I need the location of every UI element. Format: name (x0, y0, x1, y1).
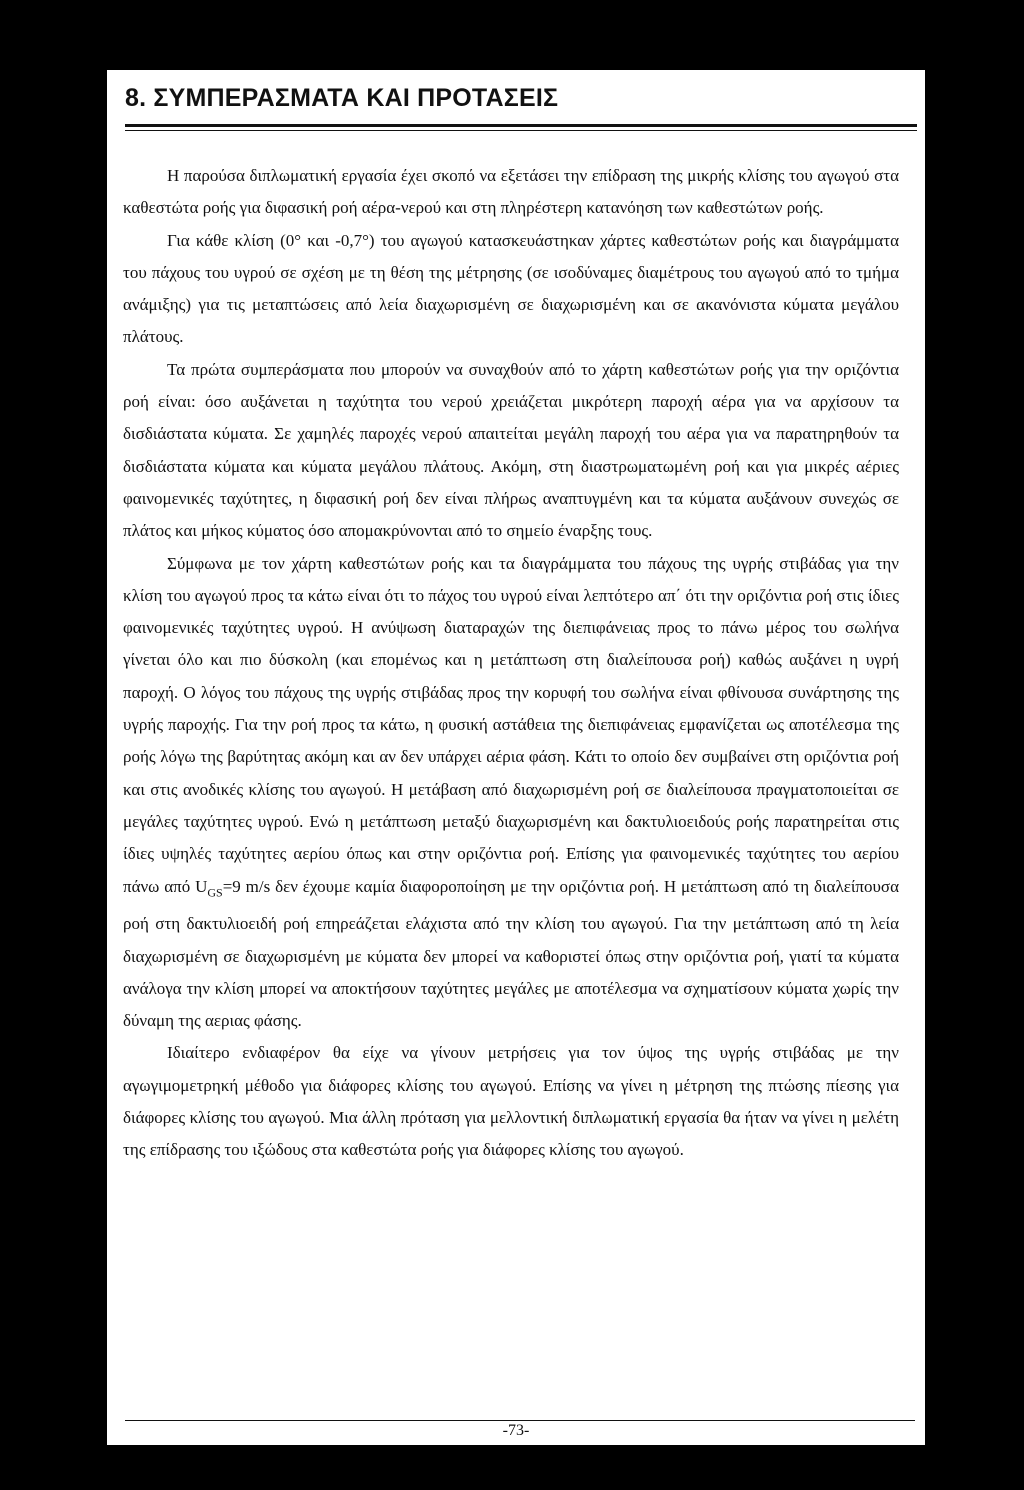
document-page (107, 70, 925, 1445)
footer-rule (125, 1420, 915, 1421)
paragraph-3: Τα πρώτα συμπεράσματα που μπορούν να συναχθούν από το χάρτη καθεστώτων ροής για την οριζόντια ροή είναι: όσο αυξάνεται η ταχύτητα του νερού χρειάζεται μικρότερη παροχή αέρα για να αρχίσουν τα δισδιάστατα κύματα. Σε χαμηλές παροχές νερού απαιτείται μεγάλη παροχή του αέρα για να παρατηρηθούν τα δισδιάστατα κύματα και κύματα μεγάλου πλάτους. Ακόμη, στη διαστρωματωμένη ροή και για μικρές αέριες φαινομενικές ταχύτητες, η διφασική ροή δεν είναι πλήρως αναπτυγμένη και τα κύματα αυξάνουν συνεχώς σε πλάτος και μήκος κύματος όσο απομακρύνονται από το σημείο έναρξης τους. (123, 359, 899, 541)
heading-rule-thin (125, 130, 917, 131)
heading-rule-thick (125, 124, 917, 127)
ugs-subscript: GS (207, 884, 223, 899)
paragraph-4 (123, 548, 899, 1038)
paragraph-4-continued: =9 m/s δεν έχουμε καμία διαφοροποίηση με την οριζόντια ροή. Η μετάπτωση από τη διαλείπουσα ροή στη δακτυλιοειδή ροή επηρεάζεται ελάχιστα από την κλίση του αγωγού. Για την μετάπτωση από τη λεία διαχωρισμένη σε διαχωρισμένη με κύματα δεν μπορεί να καθοριστεί όπως στην οριζόντια ροή, γιατί τα κύματα ανάλογα την κλίση μπορεί να αποκτήσουν ταχύτητες μεγάλες με αποτέλεσμα να σχηματίσουν κύματα χωρίς την δύναμη της αεριας φάσης. (123, 876, 899, 1031)
body-text (123, 160, 899, 1167)
page-number: -73- (502, 1422, 530, 1439)
section-heading: 8. ΣΥΜΠΕΡΑΣΜΑΤΑ ΚΑΙ ΠΡΟΤΑΣΕΙΣ (125, 84, 559, 112)
paragraph-2: Για κάθε κλίση (0° και -0,7°) του αγωγού κατασκευάστηκαν χάρτες καθεστώτων ροής και διαγράμματα του πάχους του υγρού σε σχέση με τη θέση της μέτρησης (σε ισοδύναμες διαμέτρους του αγωγού από το τμήμα ανάμιξης) για τις μεταπτώσεις από λεία διαχωρισμένη σε διαχωρισμένη και σε ακανόνιστα κύματα μεγάλου πλάτους. (123, 230, 899, 347)
paragraph-5: Ιδιαίτερο ενδιαφέρον θα είχε να γίνουν μετρήσεις για τον ύψος της υγρής στιβάδας με την αγωγιμομετρηκή μέθοδο για διάφορες κλίσης του αγωγού. Επίσης να γίνει η μέτρηση της πτώσης πίεσης για διάφορες κλίσης του αγωγού. Μια άλλη πρόταση για μελλοντική διπλωματική εργασία θα ήταν να γίνει η μελέτη της επίδρασης του ιξώδους στα καθεστώτα ροής για διάφορες κλίσης του αγωγού. (123, 1043, 899, 1160)
paragraph-4-text: Σύμφωνα με τον χάρτη καθεστώτων ροής και τα διαγράμματα του πάχους της υγρής στιβάδας για την κλίση του αγωγού προς τα κάτω είναι ότι το πάχος του υγρού είναι λεπτότερο απ΄ ότι την οριζόντια ροή στις ίδιες φαινομενικές ταχύτητες υγρού. Η ανύψωση διαταραχών της διεπιφάνειας προς το πάνω μέρος του σωλήνα γίνεται όλο και πιο δύσκολη (και επομένως και η μετάπτωση στη διαλείπουσα ροή) καθώς αυξάνει η υγρή παροχή. Ο λόγος του πάχους της υγρής στιβάδας προς την κορυφή του σωλήνα είναι φθίνουσα συνάρτησης της υγρής παροχής. Για την ροή προς τα κάτω, η φυσική αστάθεια της διεπιφάνειας εμφανίζεται ως αποτέλεσμα της ροής λόγω της βαρύτητας ακόμη και αν δεν υπάρχει αέρια φάση. Κάτι το οποίο δεν συμβαίνει στη οριζόντια ροή και στις ανοδικές κλίσης του αγωγού. Η μετάβαση από διαχωρισμένη ροή σε διαλείπουσα πραγματοποιείται σε μεγάλες ταχύτητες υγρού. Ενώ η μετάπτωση μεταξύ διαχωρισμένη και δακτυλιοειδούς ροής παρατηρείται στις ίδιες υψηλές ταχύτητες αερίου όπως και στην οριζόντια ροή. Επίσης για φαινομενικές ταχύτητες του αερίου πάνω από U (123, 553, 899, 896)
paragraph-1: Η παρούσα διπλωματική εργασία έχει σκοπό να εξετάσει την επίδραση της μικρής κλίσης του αγωγού στα καθεστώτα ροής για διφασική ροή αέρα-νερού και στη πληρέστερη κατανόηση των καθεστώτων ροής. (123, 166, 899, 218)
